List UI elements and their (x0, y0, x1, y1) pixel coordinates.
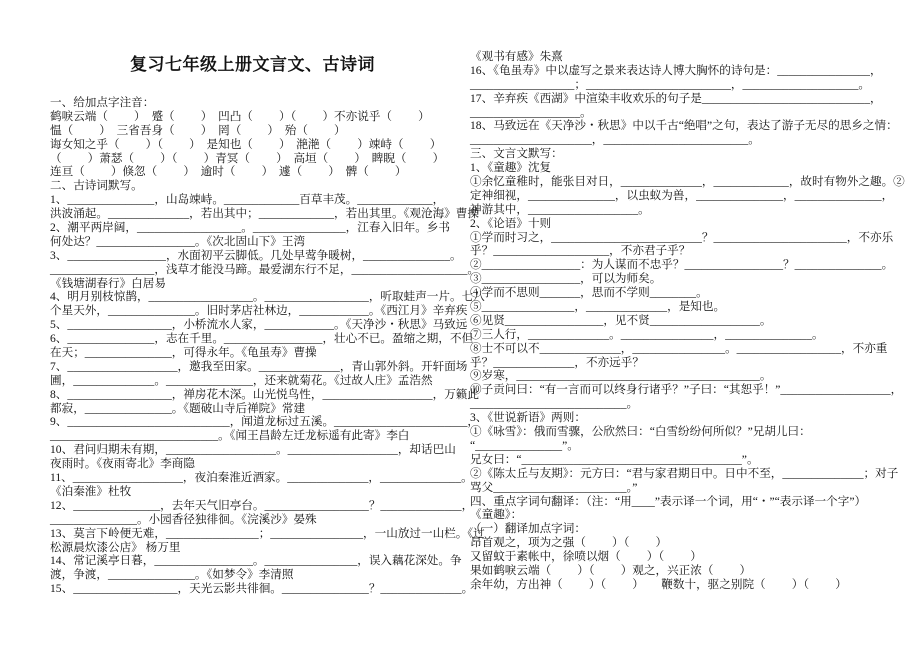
worksheet-line: ②_________________：为人谋而不忠乎？_________________？_______________。 (470, 258, 894, 272)
worksheet-line: 《泊秦淮》杜牧 (50, 484, 132, 498)
worksheet-line: 洪波涌起。______________，若出其中；_____________，若出其里。《观沧海》曹操 (50, 207, 479, 221)
worksheet-line: 《观书有感》朱熹 (470, 50, 563, 63)
worksheet-line: 个星天外，_______________。旧时茅店社林边，____________。《西江月》辛弃疾 (50, 304, 468, 318)
section-heading: 一、给加点字注音： (50, 96, 155, 109)
worksheet-line: 8、__________________，禅房花木深。山光悦鸟性，___________________，万籁此 (50, 387, 479, 401)
worksheet-line: 兄女曰：“______________________________________”。 (470, 452, 759, 466)
worksheet-line: 乎？______________，不亦远乎？ (470, 355, 644, 369)
worksheet-line: 都寂，_______________。《题破山寺后禅院》常建 (50, 401, 306, 415)
worksheet-line: ③_________________，可以为师矣。 (470, 272, 662, 286)
worksheet-line: ⑤________________，______________，是知也。 (470, 300, 726, 314)
worksheet-line: 神游其中，___________________。 (470, 202, 650, 216)
worksheet-line: 昂首观之，项为之强（ ）（ ） (470, 536, 668, 550)
worksheet-line: 在天；_______________，可得永年。《龟虽寿》曹操 (50, 346, 317, 360)
worksheet-line: 15、__________________，天光云影共徘徊。_______________？______________。 (50, 582, 474, 596)
worksheet-line: 骂父_______________________。” (470, 480, 638, 494)
worksheet-line: 16、《龟虽寿》中以虚写之景来表达诗人博大胸怀的诗句是：________________， (470, 63, 882, 77)
worksheet-line: ⑩子贡问曰：“有一言而可以终身行诸乎？”子曰：“其恕乎！”___________________， (470, 383, 903, 397)
worksheet-line: 4、明月别枝惊鹊，__________________。__________________，听取蛙声一片。七八 (50, 290, 485, 304)
worksheet-line: 余年幼，方出神（ ）（ ） 鞭数十，驱之别院（ ）（ ） (470, 577, 847, 591)
worksheet-line: 鹤唳云端（ ） 蹙（ ） 凹凸（ ）（ ）不亦说乎（ ） (50, 109, 430, 123)
worksheet-line: __________________，浅草才能没马蹄。最爱湖东行不足，____________________。 (50, 262, 479, 276)
worksheet-line: 14、常记溪亭日暮，_________________。________________，误入藕花深处。争 (50, 554, 462, 568)
worksheet-line: “_______________”。 (470, 438, 579, 452)
worksheet-line: 《童趣》： (470, 508, 523, 522)
worksheet-line: 3、《世说新语》两则： (470, 411, 586, 425)
section-heading: 三、文言文默写： (470, 147, 563, 161)
worksheet-line: 圃，______________。_______________，还来就菊花。《过故人庄》孟浩然 (50, 373, 433, 387)
worksheet-line: 夜雨时。《夜雨寄北》李商隐 (50, 457, 195, 471)
worksheet-line: ___________________________。 (470, 397, 639, 411)
worksheet-line: 7、___________________，邀我至田家。______________，青山郭外斜。开轩面场 (50, 359, 468, 373)
worksheet-line: _____________________________。《闻王昌龄左迁龙标遥有此寄》李白 (50, 429, 410, 443)
worksheet-line: 6、_______________，志在千里。_________________，壮心不已。盈缩之期，不但 (50, 332, 474, 346)
worksheet-line: ⑥见贤_________________，见不贤___________________。 (470, 313, 772, 327)
worksheet-line: _______________。小园香径独徘徊。《浣溪沙》晏殊 (50, 512, 317, 526)
worksheet-line: ④学而不思则_______，思而不学则________。 (470, 286, 708, 300)
worksheet-line: 1、《童趣》沈复 (470, 161, 552, 175)
worksheet-line: 果如鹤唳云端（ ）（ ）观之，兴正浓（ ） (470, 563, 752, 577)
worksheet-line: 定神细视，_______________，以虫蚁为兽，_______________，_______________， (470, 188, 894, 202)
worksheet-line: 乎？____________________，不亦君子乎？ (470, 244, 691, 258)
section-heading: 二、古诗词默写。 (50, 179, 143, 193)
worksheet-line: 13、莫言下岭便无难，________________；________________，一山放过一山栏。《过 (50, 526, 485, 540)
worksheet-line: 3、_________________，水面初平云脚低。几处早莺争暖树，_______________。 (50, 248, 462, 262)
left-column (50, 96, 485, 596)
worksheet-line: ⑨岁寒，__________________________________________。 (470, 369, 772, 383)
worksheet-line: ___________________。 (470, 105, 592, 119)
right-column (470, 50, 905, 592)
worksheet-line: 12、_______________，去年天气旧亭台。__________________？______________， (50, 498, 474, 512)
worksheet-line: _____________________，_________________________。 (470, 133, 760, 147)
worksheet-line: 《钱塘湖春行》白居易 (50, 276, 166, 290)
worksheet-line: ②《陈太丘与友期》：元方曰：“君与家君期日中。日中不至，______________；对子 (470, 466, 899, 480)
worksheet-line: （一）翻译加点字词： (470, 522, 586, 536)
page-title: 复习七年级上册文言文、古诗词 (130, 55, 375, 75)
worksheet-line: 松源晨炊漆公店》 杨万里 (50, 540, 181, 554)
worksheet-line: ①《咏雪》：俄而雪骤，公欣然曰：“白雪纷纷何所似？”兄胡儿曰： (470, 425, 811, 439)
worksheet-line: 愠（ ） 三省吾身（ ） 罔（ ） 殆（ ） (50, 123, 346, 137)
worksheet-line: __________________；_________________________，____________________。 (470, 77, 870, 91)
worksheet-line: （ ）萧瑟（ ）（ ）青冥（ ） 高垣（ ） 睥睨（ ） (50, 151, 445, 165)
worksheet-line: 何处达？_________________。《次北固山下》王湾 (50, 234, 306, 248)
worksheet-line: ⑦三人行，______________。________________，_______________。 (470, 327, 824, 341)
worksheet-line: 1、_______________，山岛竦峙。_____________百草丰茂。_____________， (50, 193, 445, 207)
worksheet-line: 17、辛弃疾《西湖》中渲染丰收欢乐的句子是_____________________________， (470, 91, 882, 105)
worksheet-line: 又留蚊于素帐中，徐喷以烟（ ）（ ） (470, 550, 702, 564)
worksheet-line: ①学而时习之，__________________________？_______________________，不亦乐 (470, 230, 894, 244)
worksheet-line: 2、潮平两岸阔，__________________。________________，江春入旧年。乡书 (50, 221, 450, 235)
section-heading: 四、重点字词句翻译：（注：“用____”表示译一个词，用“・”“表示译一个字”） (470, 494, 867, 508)
worksheet-line: 5、__________________，小桥流水人家，____________。《天净沙・秋思》马致远 (50, 318, 468, 332)
worksheet-line: 连亘（ ）倏忽（ ） 逾时（ ） 遽（ ） 髀（ ） (50, 165, 407, 179)
worksheet-line: 诲女知之乎（ ）（ ） 是知也（ ） 滟滟（ ）竦峙（ ） (50, 137, 442, 151)
worksheet-line: 11、___________________，夜泊秦淮近酒家。______________，______________。 (50, 471, 473, 485)
worksheet-line: 10、君问归期未有期，___________________。___________________，却话巴山 (50, 443, 456, 457)
worksheet-line: 18、马致远在《天净沙・秋思》中以千古“绝唱”之句，表达了游子无尽的思乡之情： (470, 119, 898, 133)
worksheet-line: 2、《论语》十则 (470, 216, 552, 230)
worksheet-line: 渡，争渡，_______________。《如梦令》李清照 (50, 568, 294, 582)
worksheet-line: ⑧士不可以不______________，________________。__________________，不亦重 (470, 341, 888, 355)
worksheet-line: 9、____________________________，闻道龙标过五溪。_______________________， (50, 415, 479, 429)
worksheet-line: ①余忆童稚时，能张目对日，______________，_____________，故时有物外之趣。② (470, 175, 905, 189)
